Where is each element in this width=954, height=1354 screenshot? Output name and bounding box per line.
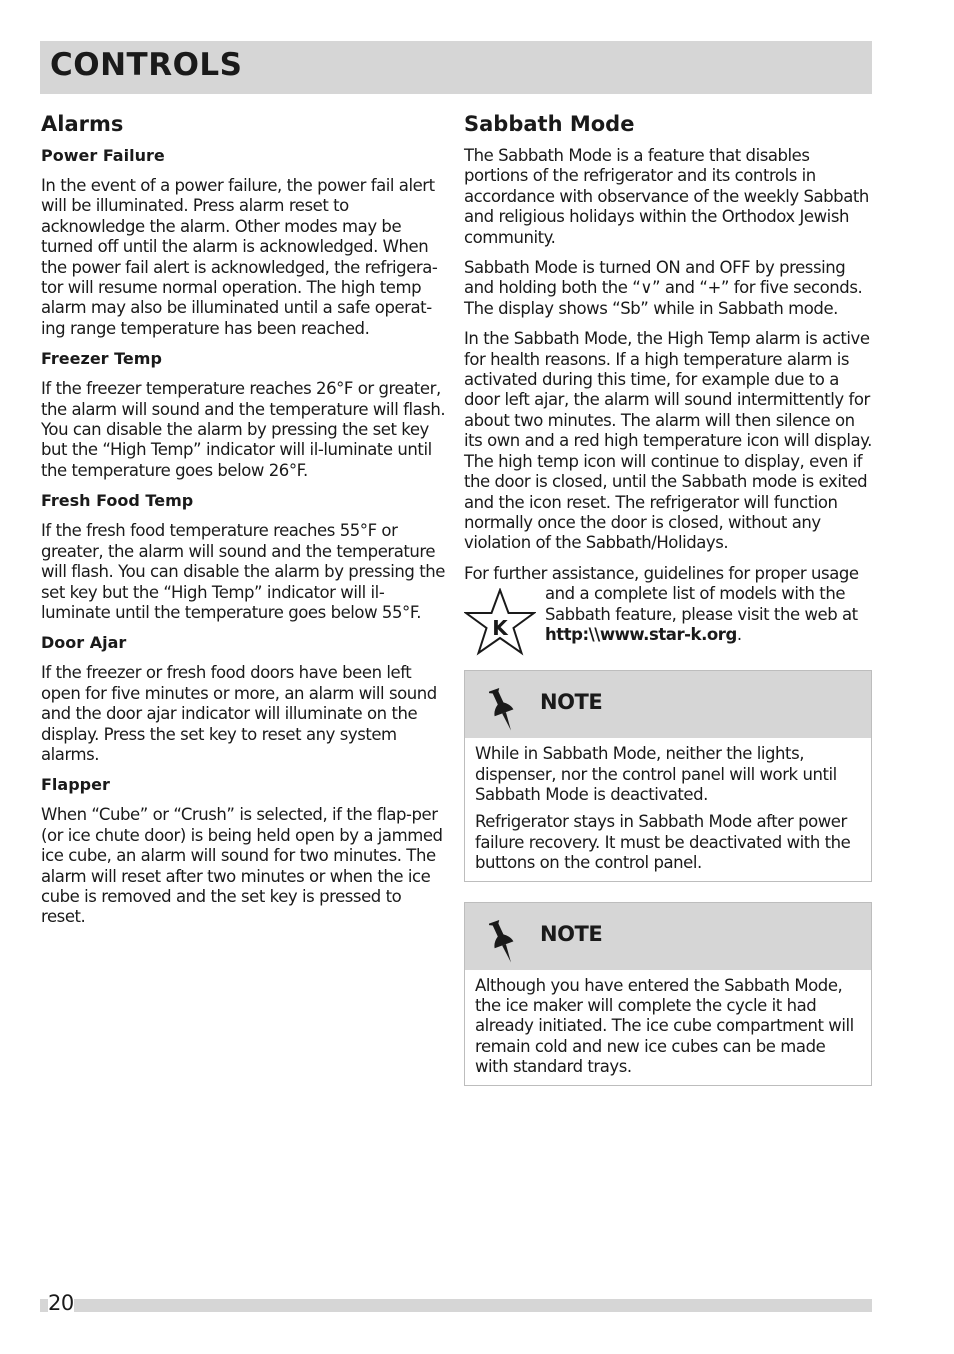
note-title: NOTE — [540, 921, 603, 946]
sabbath-paragraph: Sabbath Mode is turned ON and OFF by pressing and holding both the “∨” and “+” for five seconds. The display shows “Sb” while in Sabbath mode. — [464, 258, 863, 318]
page-title: CONTROLS — [50, 47, 243, 83]
note-box — [464, 902, 872, 1086]
note-text: Although you have entered the Sabbath Mode, the ice maker will complete the cycle it had already initiated. The ice cube compartment will remain cold and new ice cubes can be made with standard trays. — [475, 975, 854, 1077]
star-k-block — [464, 564, 872, 656]
door-ajar-title: Door Ajar — [41, 633, 127, 653]
flapper-title: Flapper — [41, 775, 110, 795]
sabbath-column — [464, 110, 872, 1086]
note-box — [464, 670, 872, 881]
page-number: 20 — [48, 1291, 74, 1315]
pushpin-icon — [489, 918, 519, 966]
sabbath-heading: Sabbath Mode — [464, 112, 635, 136]
note-header — [465, 903, 871, 970]
alarms-column — [41, 110, 449, 938]
power-failure-text: In the event of a power failure, the power fail alert will be illuminated. Press alarm reset to acknowledge the alarm. Other modes may be turned off until the alarm is acknowledged. When the power fail alert is acknowledged, the refrigera-tor will resume normal operation. The high temp alarm may also be illuminated until a safe operat-ing range temperature has been reached. — [41, 176, 438, 338]
sabbath-paragraph: The Sabbath Mode is a feature that disables portions of the refrigerator and its controls in accordance with observance of the weekly Sabbath and religious holidays within the Orthodox Jewish community. — [464, 146, 869, 247]
note-header — [465, 671, 871, 738]
flapper-text: When “Cube” or “Crush” is selected, if the flap-per (or ice chute door) is being held open by a jammed ice cube, an alarm will sound for two minutes. The alarm will reset after two minutes or when the ice cube is removed and the set key is pressed to reset. — [41, 805, 443, 927]
note-text: Refrigerator stays in Sabbath Mode after power failure recovery. It must be deactivated with the buttons on the control panel. — [475, 812, 851, 873]
assistance-text: and a complete list of models with the Sabbath feature, please visit the web at http:\\www.star-k.org. — [545, 584, 858, 644]
fresh-food-temp-text: If the fresh food temperature reaches 55°F or greater, the alarm will sound and the temperature will flash. You can disable the alarm by pressing the set key but the “High Temp” indicator will il-luminate until the temperature goes below 55°F. — [41, 521, 445, 622]
fresh-food-temp-title: Fresh Food Temp — [41, 491, 194, 511]
sabbath-paragraph: In the Sabbath Mode, the High Temp alarm is active for health reasons. If a high temperature alarm is activated during this time, for example due to a door left ajar, the alarm will sound intermittently for about two minutes. The alarm will then silence on its own and a red high temperature icon will display. The high temp icon will continue to display, even if the door is closed, until the Sabbath mode is exited and the icon reset. The refrigerator will function normally once the door is closed, without any violation of the Sabbath/Holidays. — [464, 329, 872, 553]
note-text: While in Sabbath Mode, neither the lights, dispenser, nor the control panel will work until Sabbath Mode is deactivated. — [475, 744, 837, 804]
header-bar — [40, 41, 872, 94]
footer-bar — [40, 1299, 872, 1312]
alarms-heading: Alarms — [41, 112, 124, 136]
star-k-letter: K — [492, 616, 508, 641]
assistance-lead: For further assistance, guidelines for proper usage — [464, 563, 859, 583]
door-ajar-text: If the freezer or fresh food doors have been left open for five minutes or more, an alarm will sound and the door ajar indicator will illuminate on the display. Press the set key to reset any system alarms. — [41, 663, 437, 764]
power-failure-title: Power Failure — [41, 146, 165, 165]
pushpin-icon — [489, 686, 519, 734]
note-title: NOTE — [540, 690, 603, 715]
freezer-temp-title: Freezer Temp — [41, 349, 162, 369]
freezer-temp-text: If the freezer temperature reaches 26°F or greater, the alarm will sound and the temperature will flash. You can disable the alarm by pressing the set key but the “High Temp” indicator will il-luminate until the temperature goes below 26°F. — [41, 379, 446, 480]
star-k-link[interactable]: http:\\www.star-k.org — [545, 624, 737, 644]
star-k-logo — [464, 588, 536, 656]
